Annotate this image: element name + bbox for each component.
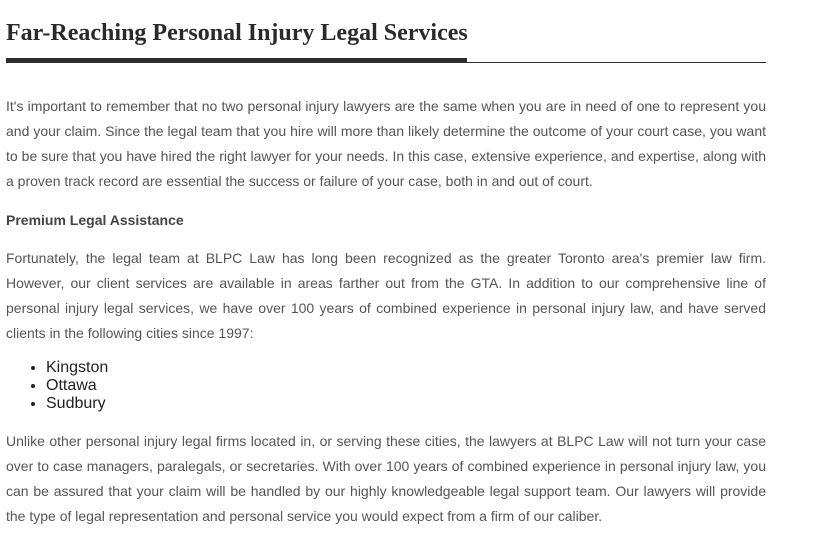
service-area-paragraph: Fortunately, the legal team at BLPC Law has long been recognized as the greater Toronto area's premier law firm. However, our client services are available in areas farther out from the GTA. In addition to our comprehensive line of personal injury legal services, we have over 100 years of combined experience in personal injury law, and have served clients in the following cities since 1997: — [6, 250, 766, 341]
section-subheading: Premium Legal Assistance — [6, 212, 184, 228]
page-title: Far-Reaching Personal Injury Legal Services — [6, 20, 468, 46]
cities-list — [6, 359, 766, 413]
closing-paragraph: Unlike other personal injury legal firms located in, or serving these cities, the lawyers at BLPC Law will not turn your case over to case managers, paralegals, or secretaries. With over 100 years of combined experience in personal injury law, you can be assured that your claim will be handled by our highly knowledgeable legal support team. Our lawyers will provide the type of legal representation and personal service you would expect from a firm of our caliber. — [6, 433, 766, 524]
title-underline — [6, 58, 766, 64]
list-item-ottawa: • Ottawa — [46, 377, 766, 395]
title-underline-thin — [467, 62, 766, 63]
intro-paragraph: It's important to remember that no two personal injury lawyers are the same when you are in need of one to represent you and your claim. Since the legal team that you hire will more than likely determine the outcome of your court case, you want to be sure that you have hired the right lawyer for your needs. In this case, extensive experience, and expertise, along with a proven track record are essential the success or failure of your case, both in and out of court. — [6, 98, 766, 189]
article-body — [6, 94, 766, 529]
list-item-sudbury: • Sudbury — [46, 395, 766, 413]
title-underline-thick — [6, 58, 467, 63]
list-item-kingston: • Kingston — [46, 359, 766, 377]
